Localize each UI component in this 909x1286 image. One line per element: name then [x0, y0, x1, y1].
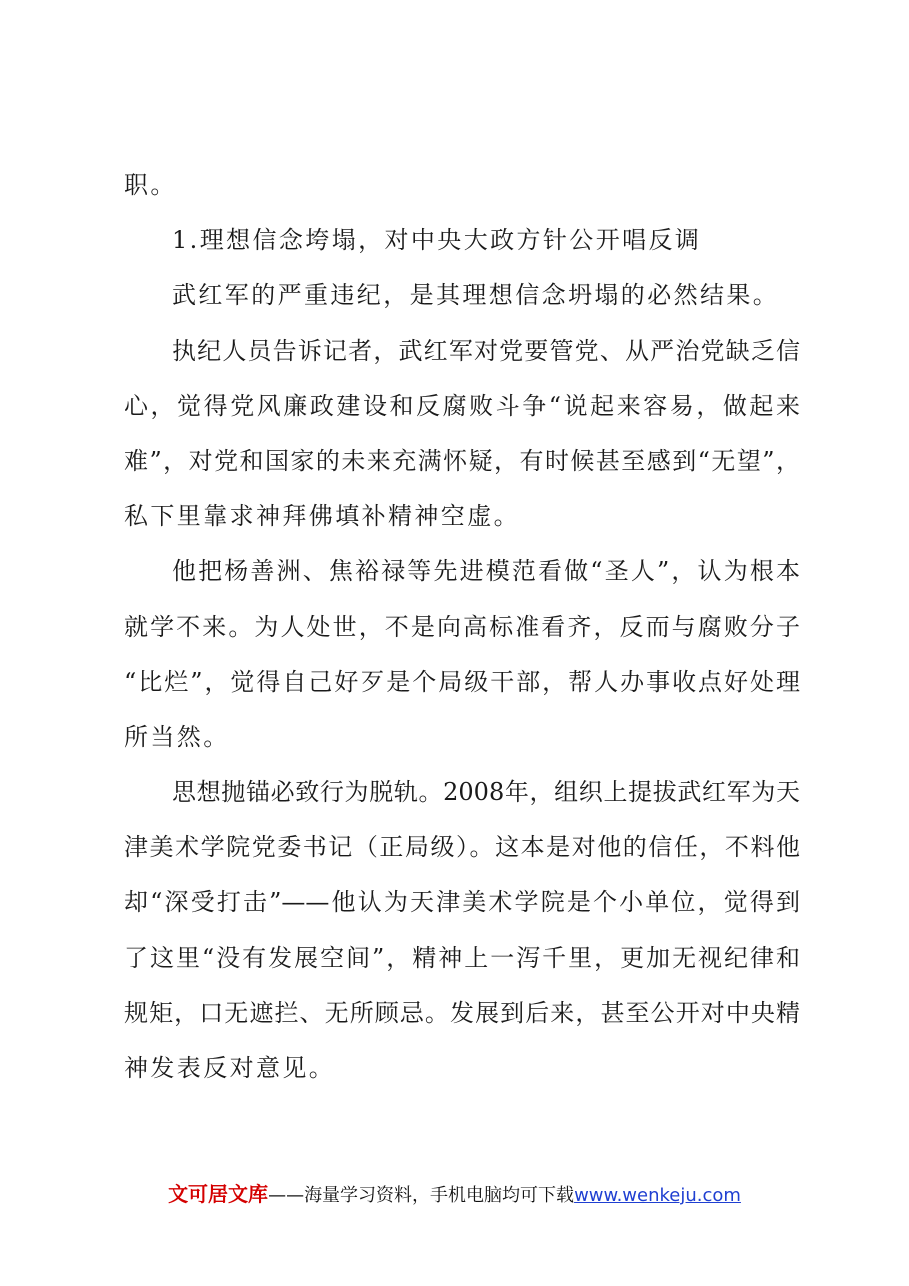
- text-line: 他把杨善洲、焦裕禄等先进模范看做“圣人”，认为根本: [172, 557, 800, 586]
- text-line: 心，觉得党风廉政建设和反腐败斗争“说起来容易，做起来: [124, 391, 800, 420]
- website-link[interactable]: www.wenkeju.com: [574, 1185, 741, 1206]
- text-line: 私下里靠求神拜佛填补精神空虚。: [124, 502, 520, 531]
- text-line: 武红军的严重违纪，是其理想信念坍塌的必然结果。: [172, 281, 780, 310]
- section-heading: 1.理想信念垮塌，对中央大政方针公开唱反调: [172, 226, 702, 255]
- footer-tagline: ——海量学习资料，手机电脑均可下载: [268, 1185, 575, 1206]
- text-line: 津美术学院党委书记（正局级）。这本是对他的信任，不料他: [124, 833, 800, 862]
- text-line: 神发表反对意见。: [124, 1054, 336, 1082]
- brand-name: 文可居文库: [168, 1182, 269, 1206]
- text-line: 难”，对党和国家的未来充满怀疑，有时候甚至感到“无望”，: [124, 446, 800, 475]
- text-line: 了这里“没有发展空间”，精神上一泻千里，更加无视纪律和: [124, 943, 800, 972]
- text-line: 思想抛锚必致行为脱轨。2008年，组织上提拔武红军为天: [172, 778, 800, 807]
- text-line: 执纪人员告诉记者，武红军对党要管党、从严治党缺乏信: [172, 336, 800, 365]
- text-line: 职。: [124, 171, 177, 199]
- text-line: 就学不来。为人处世，不是向高标准看齐，反而与腐败分子: [124, 612, 800, 641]
- text-line: 却“深受打击”——他认为天津美术学院是个小单位，觉得到: [124, 888, 800, 917]
- footer-banner: [0, 1180, 909, 1210]
- text-line: 所当然。: [124, 722, 230, 751]
- document-body: [124, 158, 800, 1096]
- text-line: “比烂”，觉得自己好歹是个局级干部，帮人办事收点好处理: [124, 667, 800, 696]
- text-line: 规矩，口无遮拦、无所顾忌。发展到后来，甚至公开对中央精: [124, 998, 800, 1027]
